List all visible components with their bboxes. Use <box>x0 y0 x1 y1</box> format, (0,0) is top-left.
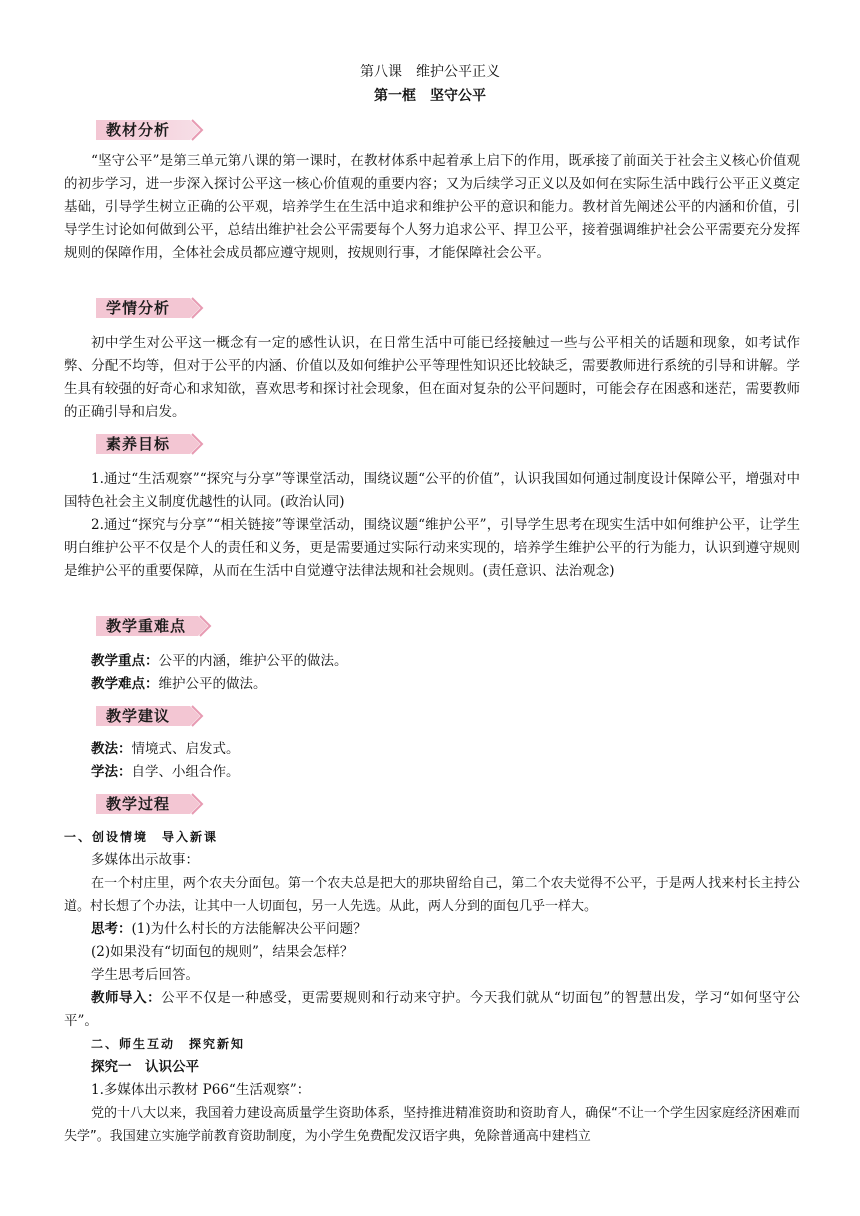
focus-label: 教学重点： <box>91 653 159 669</box>
question-1: (1)为什么村长的方法能解决公平问题？ <box>131 921 367 937</box>
observe-text: 党的十八大以来，我国着力建设高质量学生资助体系，坚持推进精准资助和资助育人，确保“不让一个学生因家庭经济困难而失学”。我国建立实施学前教育资助制度，为小学生免费配发汉语字典，免除普通高中建档立 <box>64 1106 800 1144</box>
tag-label: 教材分析 <box>106 121 171 139</box>
tag-label: 素养目标 <box>106 435 171 453</box>
section-tag-literacy-goals <box>92 432 204 456</box>
guide-text: 公平不仅是一种感受，更需要规则和行动来守护。今天我们就从“切面包”的智慧出发，学习“如何坚守公平”。 <box>64 990 800 1029</box>
tag-label: 学情分析 <box>106 299 171 317</box>
answer-text: 学生思考后回答。 <box>91 967 199 983</box>
key-points-block <box>91 650 800 696</box>
learn-label: 学法： <box>91 764 132 780</box>
guide-label: 教师导入： <box>91 990 162 1006</box>
tag-label: 教学建议 <box>106 707 171 725</box>
think-label: 思考： <box>91 921 132 937</box>
question-2: (2)如果没有“切面包的规则”，结果会怎样？ <box>91 944 354 960</box>
teach-text: 情境式、启发式。 <box>131 741 240 757</box>
student-analysis-text: 初中学生对公平这一概念有一定的感性认识，在日常生活中可能已经接触过一些与公平相关的话题和现象，如考试作弊、分配不均等，但对于公平的内涵、价值以及如何维护公平等理性知识还比较缺乏，需要教师进行系统的引导和讲解。学生具有较强的好奇心和求知欲，喜欢思考和探讨社会现象，但在面对复杂的公平问题时，可能会存在困惑和迷茫，需要教师的正确引导和启发。 <box>64 335 800 420</box>
literacy-goals-list <box>64 468 800 583</box>
focus-text: 公平的内涵，维护公平的做法。 <box>158 653 348 669</box>
textbook-analysis-text: “坚守公平”是第三单元第八课的第一课时，在教材体系中起着承上启下的作用，既承接了前面关于社会主义核心价值观的初步学习，进一步深入探讨公平这一核心价值观的重要内容；又为后续学习正义以及如何在实际生活中践行公平正义奠定基础，引导学生树立正确的公平观，培养学生在生活中追求和维护公平的意识和能力。教材首先阐述公平的内涵和价值，引导学生讨论如何做到公平，总结出维护社会公平需要每个人努力追求公平、捍卫公平，接着强调维护社会公平需要充分发挥规则的保障作用，全体社会成员都应遵守规则，按规则行事，才能保障社会公平。 <box>64 153 800 261</box>
difficulty-text: 维护公平的做法。 <box>158 676 267 692</box>
explore-item: 1.多媒体出示教材 P66“生活观察”： <box>91 1082 311 1098</box>
section-heading: 一、创设情境 导入新课 <box>64 830 219 844</box>
section-tag-key-points <box>92 614 204 638</box>
teach-label: 教法： <box>91 741 132 757</box>
difficulty-label: 教学难点： <box>91 676 159 692</box>
story-text: 在一个村庄里，两个农夫分面包。第一个农夫总是把大的那块留给自己，第二个农夫觉得不公平，于是两人找来村长主持公道。村长想了个办法，让其中一人切面包，另一人先选。从此，两人分到的面包几乎一样大。 <box>64 876 800 914</box>
lesson-title: 第八课 维护公平正义 <box>360 64 500 80</box>
frame-title: 第一框 坚守公平 <box>374 88 486 104</box>
section-tag-process <box>92 792 204 816</box>
tag-label: 教学过程 <box>106 795 171 813</box>
explore-heading: 探究一 认识公平 <box>91 1059 199 1075</box>
suggestions-block <box>91 738 800 784</box>
section-tag-suggestions <box>92 704 204 728</box>
section-tag-textbook-analysis <box>92 118 204 142</box>
learn-text: 自学、小组合作。 <box>131 764 240 780</box>
intro-text: 多媒体出示故事： <box>91 852 199 868</box>
section-heading: 二、师生互动 探究新知 <box>91 1037 246 1051</box>
section-tag-student-analysis <box>92 296 204 320</box>
goal-item: 2.通过“探究与分享”“相关链接”等课堂活动，围绕议题“维护公平”，引导学生思考在现实生活中如何维护公平，让学生明白维护公平不仅是个人的责任和义务，更是需要通过实际行动来实现的，培养学生维护公平的行为能力，认识到遵守规则是维护公平的重要保障，从而在生活中自觉遵守法律法规和社会规则。(责任意识、法治观念) <box>64 517 800 579</box>
goal-item: 1.通过“生活观察”“探究与分享”等课堂活动，围绕议题“公平的价值”，认识我国如何通过制度设计保障公平，增强对中国特色社会主义制度优越性的认同。(政治认同) <box>64 471 800 510</box>
tag-label: 教学重难点 <box>106 617 187 635</box>
process-block <box>64 826 800 1148</box>
